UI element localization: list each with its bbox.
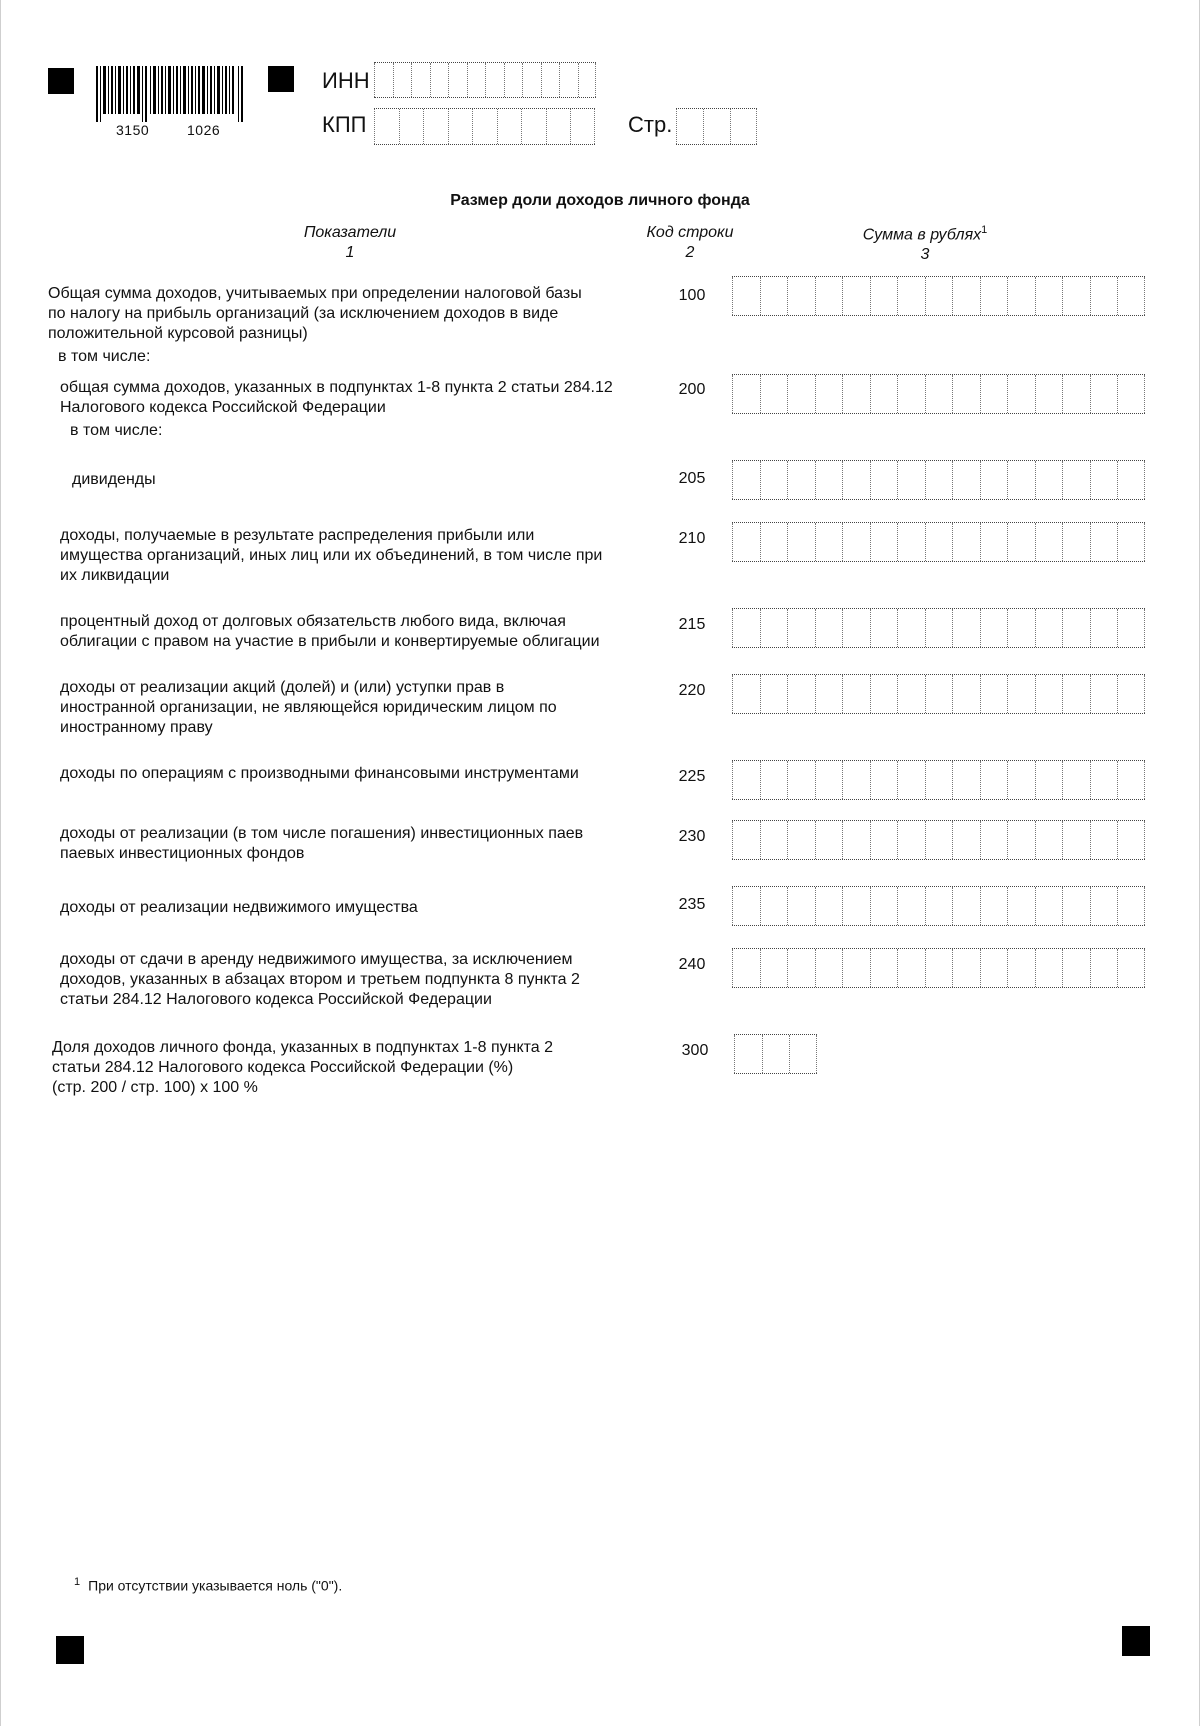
corner-marker-top-middle [268, 66, 294, 92]
character-cell[interactable] [787, 461, 815, 499]
row-205-code: 205 [678, 470, 706, 487]
character-cell[interactable] [393, 63, 412, 97]
corner-marker-bottom-right [1122, 1626, 1150, 1656]
character-cell[interactable] [1007, 609, 1035, 647]
row-230-line: доходы от реализации (в том числе погашения) инвестиционных паев [60, 825, 584, 842]
character-cell[interactable] [1062, 949, 1090, 987]
row-220-code: 220 [678, 682, 706, 699]
character-cell[interactable] [1090, 949, 1118, 987]
row-220-amount-field[interactable] [732, 674, 1145, 714]
barcode-number-right: 1026 [187, 122, 221, 138]
character-cell[interactable] [1035, 609, 1063, 647]
character-cell[interactable] [925, 887, 953, 925]
row-200-amount-field[interactable] [732, 374, 1145, 414]
character-cell[interactable] [1090, 675, 1118, 713]
character-cell[interactable] [952, 761, 980, 799]
character-cell[interactable] [897, 761, 925, 799]
character-cell[interactable] [980, 887, 1008, 925]
character-cell[interactable] [787, 675, 815, 713]
character-cell[interactable] [1117, 761, 1145, 799]
character-cell[interactable] [485, 63, 504, 97]
row-100-amount-field[interactable] [732, 276, 1145, 316]
row-235-code: 235 [678, 896, 706, 913]
character-cell[interactable] [897, 277, 925, 315]
character-cell[interactable] [730, 109, 757, 144]
form-title: Размер доли доходов личного фонда [450, 192, 750, 209]
character-cell[interactable] [1007, 375, 1035, 413]
character-cell[interactable] [411, 63, 430, 97]
character-cell[interactable] [676, 109, 703, 144]
character-cell[interactable] [1062, 523, 1090, 561]
column-amount-footnote-mark: 1 [981, 224, 988, 236]
row-100-line: Общая сумма доходов, учитываемых при определении налоговой базы [48, 285, 582, 302]
character-cell[interactable] [842, 523, 870, 561]
row-220-line: иностранной организации, не являющейся юридическим лицом по [60, 699, 557, 716]
row-215-line: процентный доход от долговых обязательств любого вида, включая [60, 613, 566, 630]
character-cell[interactable] [1007, 887, 1035, 925]
character-cell[interactable] [504, 63, 523, 97]
character-cell[interactable] [952, 609, 980, 647]
character-cell[interactable] [1035, 523, 1063, 561]
character-cell[interactable] [925, 609, 953, 647]
character-cell[interactable] [925, 761, 953, 799]
character-cell[interactable] [925, 949, 953, 987]
inn-label: ИНН [322, 68, 370, 93]
row-215-label [60, 612, 600, 652]
character-cell[interactable] [870, 277, 898, 315]
row-235-label [60, 898, 418, 918]
character-cell[interactable] [1117, 277, 1145, 315]
character-cell[interactable] [1117, 375, 1145, 413]
row-225-line: доходы по операциям с производными финансовыми инструментами [60, 765, 579, 782]
character-cell[interactable] [1007, 949, 1035, 987]
character-cell[interactable] [1117, 949, 1145, 987]
character-cell[interactable] [1062, 277, 1090, 315]
character-cell[interactable] [760, 821, 788, 859]
row-225-label [60, 764, 579, 784]
character-cell[interactable] [815, 761, 843, 799]
column-line-code-label: Код строки [646, 224, 734, 241]
character-cell[interactable] [870, 461, 898, 499]
row-100-label [48, 284, 582, 344]
character-cell[interactable] [870, 675, 898, 713]
row-240-line: статьи 284.12 Налогового кодекса Российской Федерации [60, 991, 492, 1008]
character-cell[interactable] [897, 609, 925, 647]
row-100-code: 100 [678, 287, 706, 304]
character-cell[interactable] [787, 523, 815, 561]
character-cell[interactable] [430, 63, 449, 97]
character-cell[interactable] [952, 461, 980, 499]
including-subheading: в том числе: [70, 422, 163, 439]
character-cell[interactable] [732, 821, 760, 859]
row-210-line: их ликвидации [60, 567, 170, 584]
footnote-text: При отсутствии указывается ноль ("0"). [88, 1577, 343, 1594]
character-cell[interactable] [842, 887, 870, 925]
character-cell[interactable] [980, 761, 1008, 799]
character-cell[interactable] [980, 675, 1008, 713]
character-cell[interactable] [1035, 761, 1063, 799]
row-220-label [60, 678, 557, 738]
character-cell[interactable] [980, 461, 1008, 499]
character-cell[interactable] [787, 375, 815, 413]
character-cell[interactable] [732, 887, 760, 925]
character-cell[interactable] [787, 761, 815, 799]
character-cell[interactable] [897, 821, 925, 859]
character-cell[interactable] [815, 675, 843, 713]
character-cell[interactable] [1117, 675, 1145, 713]
row-240-label [60, 950, 580, 1010]
character-cell[interactable] [897, 675, 925, 713]
character-cell[interactable] [732, 461, 760, 499]
character-cell[interactable] [1090, 461, 1118, 499]
kpp-label: КПП [322, 112, 367, 137]
character-cell[interactable] [732, 675, 760, 713]
column-indicators-label: Показатели [303, 224, 397, 241]
character-cell[interactable] [732, 609, 760, 647]
character-cell[interactable] [897, 461, 925, 499]
corner-marker-top-left [48, 68, 74, 94]
character-cell[interactable] [1117, 523, 1145, 561]
row-230-line: паевых инвестиционных фондов [60, 845, 305, 862]
character-cell[interactable] [760, 761, 788, 799]
character-cell[interactable] [815, 887, 843, 925]
character-cell[interactable] [815, 609, 843, 647]
character-cell[interactable] [815, 949, 843, 987]
column-line-code-heading [620, 224, 760, 262]
character-cell[interactable] [952, 949, 980, 987]
row-220-line: доходы от реализации акций (долей) и (или) уступки прав в [60, 679, 505, 696]
character-cell[interactable] [1035, 277, 1063, 315]
character-cell[interactable] [925, 523, 953, 561]
character-cell[interactable] [925, 675, 953, 713]
character-cell[interactable] [815, 277, 843, 315]
row-230-code: 230 [678, 828, 706, 845]
row-220-line: иностранному праву [60, 719, 213, 736]
character-cell[interactable] [732, 949, 760, 987]
character-cell[interactable] [842, 609, 870, 647]
character-cell[interactable] [559, 63, 578, 97]
row-205-amount-field[interactable] [732, 460, 1145, 500]
character-cell[interactable] [1035, 821, 1063, 859]
character-cell[interactable] [1007, 523, 1035, 561]
row-210-line: имущества организаций, иных лиц или их объединений, в том числе при [60, 547, 603, 564]
character-cell[interactable] [842, 821, 870, 859]
column-indicators-heading [250, 224, 450, 262]
character-cell[interactable] [374, 63, 393, 97]
character-cell[interactable] [762, 1035, 790, 1073]
barcode-number-left: 3150 [116, 122, 150, 138]
character-cell[interactable] [787, 821, 815, 859]
character-cell[interactable] [570, 109, 595, 144]
row-240-code: 240 [678, 956, 706, 973]
row-300-code: 300 [681, 1042, 709, 1059]
character-cell[interactable] [1117, 821, 1145, 859]
row-240-line: доходов, указанных в абзацах втором и третьем подпункта 8 пункта 2 [60, 971, 580, 988]
character-cell[interactable] [1035, 949, 1063, 987]
row-100-line: положительной курсовой разницы) [48, 325, 308, 342]
row-205-label [72, 470, 156, 490]
character-cell[interactable] [787, 277, 815, 315]
character-cell[interactable] [952, 277, 980, 315]
character-cell[interactable] [897, 523, 925, 561]
character-cell[interactable] [1090, 277, 1118, 315]
column-indicators-number: 1 [345, 244, 355, 261]
character-cell[interactable] [1062, 375, 1090, 413]
character-cell[interactable] [952, 523, 980, 561]
row-225-amount-field[interactable] [732, 760, 1145, 800]
character-cell[interactable] [1007, 761, 1035, 799]
row-230-amount-field[interactable] [732, 820, 1145, 860]
character-cell[interactable] [980, 949, 1008, 987]
character-cell[interactable] [870, 609, 898, 647]
character-cell[interactable] [1062, 675, 1090, 713]
character-cell[interactable] [1090, 609, 1118, 647]
character-cell[interactable] [1117, 609, 1145, 647]
character-cell[interactable] [980, 375, 1008, 413]
row-240-line: доходы от сдачи в аренду недвижимого имущества, за исключением [60, 951, 573, 968]
character-cell[interactable] [815, 375, 843, 413]
row-235-amount-field[interactable] [732, 886, 1145, 926]
character-cell[interactable] [448, 63, 467, 97]
column-amount-label: Сумма в рублях [862, 226, 982, 244]
character-cell[interactable] [734, 1035, 762, 1073]
character-cell[interactable] [1035, 461, 1063, 499]
row-235-line: доходы от реализации недвижимого имущества [60, 899, 418, 916]
kpp-field[interactable] [374, 108, 595, 145]
character-cell[interactable] [546, 109, 571, 144]
character-cell[interactable] [952, 675, 980, 713]
character-cell[interactable] [870, 949, 898, 987]
footnote-mark: 1 [74, 1576, 81, 1588]
row-230-label [60, 824, 583, 864]
character-cell[interactable] [787, 887, 815, 925]
character-cell[interactable] [1090, 887, 1118, 925]
character-cell[interactable] [842, 949, 870, 987]
character-cell[interactable] [1090, 523, 1118, 561]
character-cell[interactable] [732, 761, 760, 799]
character-cell[interactable] [374, 109, 399, 144]
character-cell[interactable] [522, 63, 541, 97]
character-cell[interactable] [760, 375, 788, 413]
character-cell[interactable] [980, 277, 1008, 315]
character-cell[interactable] [732, 375, 760, 413]
character-cell[interactable] [467, 63, 486, 97]
character-cell[interactable] [789, 1035, 817, 1073]
character-cell[interactable] [815, 461, 843, 499]
footnote [74, 1576, 342, 1594]
character-cell[interactable] [925, 277, 953, 315]
row-200-code: 200 [678, 381, 706, 398]
character-cell[interactable] [842, 375, 870, 413]
row-210-line: доходы, получаемые в результате распределения прибыли или [60, 527, 535, 544]
character-cell[interactable] [1090, 375, 1118, 413]
character-cell[interactable] [897, 949, 925, 987]
row-300-line: Доля доходов личного фонда, указанных в подпунктах 1-8 пункта 2 [52, 1039, 554, 1056]
inn-field[interactable] [374, 62, 596, 98]
character-cell[interactable] [760, 675, 788, 713]
character-cell[interactable] [952, 887, 980, 925]
character-cell[interactable] [815, 523, 843, 561]
character-cell[interactable] [952, 821, 980, 859]
row-200-label [60, 378, 613, 418]
character-cell[interactable] [1090, 821, 1118, 859]
row-215-code: 215 [678, 616, 706, 633]
character-cell[interactable] [1007, 461, 1035, 499]
character-cell[interactable] [1035, 675, 1063, 713]
character-cell[interactable] [925, 375, 953, 413]
row-205-line: дивиденды [72, 471, 156, 488]
character-cell[interactable] [423, 109, 448, 144]
row-240-amount-field[interactable] [732, 948, 1145, 988]
character-cell[interactable] [1090, 761, 1118, 799]
barcode [96, 66, 244, 122]
row-200-line: общая сумма доходов, указанных в подпунктах 1-8 пункта 2 статьи 284.12 [60, 379, 613, 396]
including-subheading: в том числе: [58, 348, 151, 365]
character-cell[interactable] [732, 523, 760, 561]
character-cell[interactable] [842, 461, 870, 499]
row-300-line: статьи 284.12 Налогового кодекса Российской Федерации (%) [52, 1059, 514, 1076]
character-cell[interactable] [952, 375, 980, 413]
column-amount-number: 3 [920, 246, 930, 264]
character-cell[interactable] [1062, 887, 1090, 925]
character-cell[interactable] [541, 63, 560, 97]
row-300-percent-field[interactable] [734, 1034, 817, 1074]
character-cell[interactable] [842, 675, 870, 713]
character-cell[interactable] [497, 109, 522, 144]
character-cell[interactable] [1007, 675, 1035, 713]
page-number-label: Стр. [628, 112, 673, 137]
character-cell[interactable] [787, 609, 815, 647]
row-225-code: 225 [678, 768, 706, 785]
row-210-amount-field[interactable] [732, 522, 1145, 562]
character-cell[interactable] [760, 949, 788, 987]
character-cell[interactable] [521, 109, 546, 144]
character-cell[interactable] [787, 949, 815, 987]
character-cell[interactable] [1062, 761, 1090, 799]
character-cell[interactable] [842, 277, 870, 315]
character-cell[interactable] [760, 277, 788, 315]
character-cell[interactable] [1062, 609, 1090, 647]
character-cell[interactable] [760, 523, 788, 561]
column-line-code-number: 2 [685, 244, 695, 261]
row-210-code: 210 [678, 530, 706, 547]
character-cell[interactable] [760, 609, 788, 647]
character-cell[interactable] [760, 887, 788, 925]
character-cell[interactable] [1062, 461, 1090, 499]
character-cell[interactable] [980, 821, 1008, 859]
character-cell[interactable] [870, 821, 898, 859]
character-cell[interactable] [897, 887, 925, 925]
character-cell[interactable] [980, 609, 1008, 647]
character-cell[interactable] [842, 761, 870, 799]
character-cell[interactable] [1007, 821, 1035, 859]
character-cell[interactable] [703, 109, 730, 144]
character-cell[interactable] [578, 63, 597, 97]
character-cell[interactable] [448, 109, 473, 144]
row-300-label [52, 1038, 553, 1098]
character-cell[interactable] [399, 109, 424, 144]
character-cell[interactable] [870, 761, 898, 799]
row-100-line: по налогу на прибыль организаций (за исключением доходов в виде [48, 305, 559, 322]
character-cell[interactable] [1035, 887, 1063, 925]
page-number-field[interactable] [676, 108, 757, 145]
character-cell[interactable] [925, 461, 953, 499]
character-cell[interactable] [1007, 277, 1035, 315]
character-cell[interactable] [870, 523, 898, 561]
column-amount-heading [820, 224, 1030, 264]
character-cell[interactable] [870, 375, 898, 413]
row-215-amount-field[interactable] [732, 608, 1145, 648]
character-cell[interactable] [1117, 461, 1145, 499]
character-cell[interactable] [1062, 821, 1090, 859]
character-cell[interactable] [472, 109, 497, 144]
corner-marker-bottom-left [56, 1636, 84, 1664]
character-cell[interactable] [815, 821, 843, 859]
character-cell[interactable] [1035, 375, 1063, 413]
row-200-line: Налогового кодекса Российской Федерации [60, 399, 386, 416]
character-cell[interactable] [732, 277, 760, 315]
character-cell[interactable] [1117, 887, 1145, 925]
character-cell[interactable] [925, 821, 953, 859]
character-cell[interactable] [980, 523, 1008, 561]
character-cell[interactable] [760, 461, 788, 499]
row-215-line: облигации с правом на участие в прибыли и конвертируемые облигации [60, 633, 600, 650]
character-cell[interactable] [870, 887, 898, 925]
row-300-line: (стр. 200 / стр. 100) х 100 % [52, 1079, 258, 1096]
row-210-label [60, 526, 602, 586]
character-cell[interactable] [897, 375, 925, 413]
